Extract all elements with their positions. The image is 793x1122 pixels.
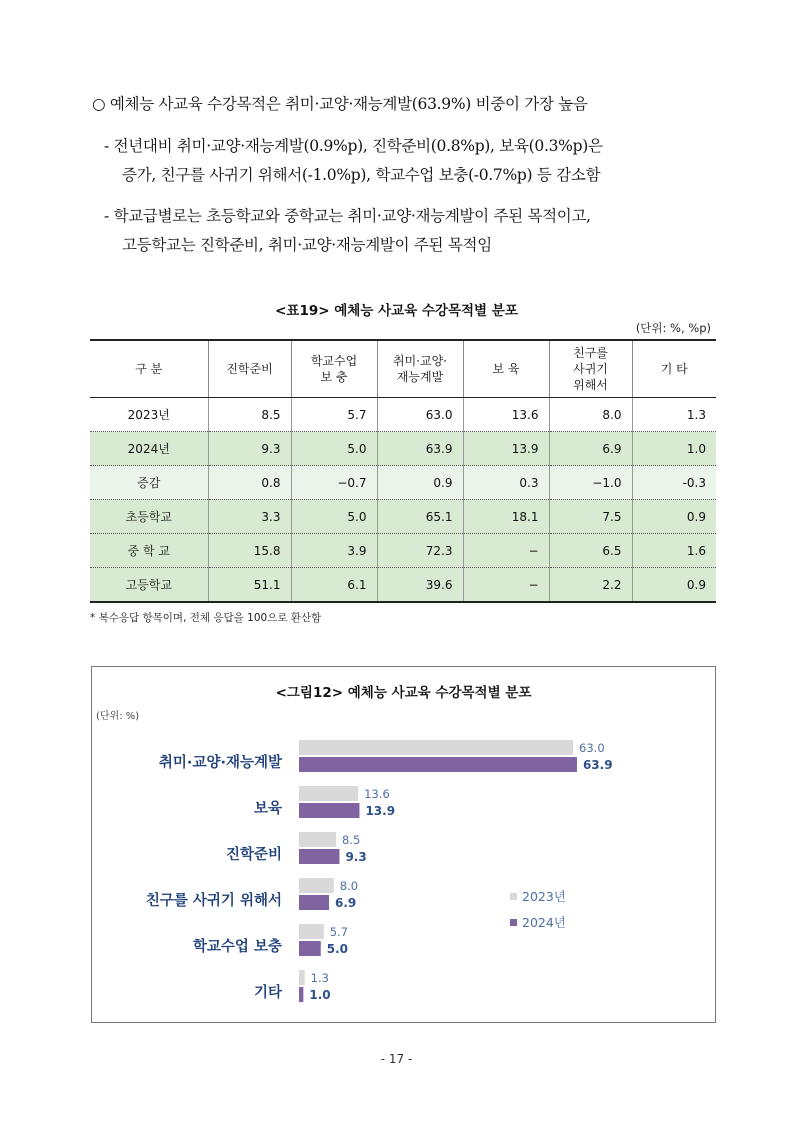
data-label: 63.9 (582, 758, 613, 772)
legend-label: 2024년 (522, 915, 566, 930)
table-cell: 0.9 (377, 466, 463, 500)
chart-title: <그림12> 예체능 사교육 수강목적별 분포 (275, 685, 532, 701)
table-cell: 2.2 (549, 568, 632, 603)
data-label: 5.7 (329, 925, 349, 939)
table-cell: 6.1 (291, 568, 377, 603)
table-cell: 1.6 (632, 534, 716, 568)
category-label: 보육 (253, 801, 282, 817)
table-cell: −0.7 (291, 466, 377, 500)
row-label: 증감 (90, 466, 208, 500)
table-cell: 6.5 (549, 534, 632, 568)
bar-2023년 (299, 832, 336, 847)
table-cell: − (463, 568, 549, 603)
table-cell: 3.3 (208, 500, 291, 534)
data-label: 13.6 (364, 787, 390, 801)
table-cell: 8.5 (208, 398, 291, 432)
data-label: 1.3 (310, 971, 329, 985)
paragraph-change-2: 증가, 친구를 사귀기 위해서(-1.0%p), 학교수업 보충(-0.7%p) 등 감소함 (122, 166, 601, 184)
data-label: 6.9 (335, 896, 357, 910)
data-label: 1.0 (309, 988, 331, 1002)
bar-2023년 (299, 786, 358, 801)
data-label: 9.3 (345, 850, 367, 864)
row-label: 고등학교 (90, 568, 208, 603)
table-cell: 8.0 (549, 398, 632, 432)
category-label: 기타 (253, 985, 282, 1001)
row-label: 2023년 (90, 398, 208, 432)
table-row (90, 398, 716, 432)
bar-2023년 (299, 924, 324, 939)
paragraph-change-1: - 전년대비 취미·교양·재능계발(0.9%p), 진학준비(0.8%p), 보육(0.3%p)은 (104, 137, 603, 155)
table-cell: 0.8 (208, 466, 291, 500)
legend-swatch (510, 919, 517, 926)
table-cell: -0.3 (632, 466, 716, 500)
table-header-cell: 구 분 (90, 340, 208, 398)
table-cell: 63.9 (377, 432, 463, 466)
chart-container (91, 666, 716, 1023)
paragraph-school-1: - 학교급별로는 초등학교와 중학교는 취미·교양·재능계발이 주된 목적이고, (104, 207, 591, 225)
table-cell: 1.3 (632, 398, 716, 432)
category-label: 학교수업 보충 (192, 939, 282, 955)
table-header-row (90, 340, 716, 398)
table-header-cell: 진학준비 (208, 340, 291, 398)
table-header-cell: 취미·교양· 재능계발 (377, 340, 463, 398)
data-label: 8.0 (339, 879, 359, 893)
table-note: * 복수응답 항목이며, 전체 응답을 100으로 환산함 (90, 612, 322, 624)
table-cell: 5.7 (291, 398, 377, 432)
data-label: 63.0 (579, 741, 605, 755)
table-cell: 63.0 (377, 398, 463, 432)
bar-chart (92, 667, 715, 1022)
table-header-cell: 기 타 (632, 340, 716, 398)
bar-2024년 (299, 987, 303, 1002)
table-cell: 5.0 (291, 432, 377, 466)
table-unit: (단위: %, %p) (635, 321, 711, 335)
table-row (90, 568, 716, 603)
table-cell: 13.9 (463, 432, 549, 466)
bar-2024년 (299, 803, 359, 818)
table-row (90, 432, 716, 466)
bar-2024년 (299, 849, 339, 864)
table-cell: − (463, 534, 549, 568)
data-label: 13.9 (365, 804, 396, 818)
legend-swatch (510, 893, 517, 900)
category-label: 친구를 사귀기 위해서 (145, 893, 282, 909)
category-label: 진학준비 (225, 847, 282, 863)
bar-2024년 (299, 757, 577, 772)
table-cell: 0.9 (632, 500, 716, 534)
bar-2023년 (299, 740, 573, 755)
data-table (90, 339, 716, 603)
table-header-cell: 보 육 (463, 340, 549, 398)
table-header-cell: 학교수업 보 충 (291, 340, 377, 398)
table-header-cell: 친구를 사귀기 위해서 (549, 340, 632, 398)
table-cell: 1.0 (632, 432, 716, 466)
table-cell: 0.9 (632, 568, 716, 603)
paragraph-school-2: 고등학교는 진학준비, 취미·교양·재능계발이 주된 목적임 (122, 236, 492, 254)
paragraph-main: ○ 예체능 사교육 수강목적은 취미·교양·재능계발(63.9%) 비중이 가장 높음 (92, 95, 588, 113)
bar-2023년 (299, 878, 334, 893)
table-cell: 72.3 (377, 534, 463, 568)
table-cell: 65.1 (377, 500, 463, 534)
page-number: - 17 - (380, 1052, 413, 1066)
data-label: 8.5 (341, 833, 361, 847)
table-cell: 6.9 (549, 432, 632, 466)
legend-label: 2023년 (522, 889, 566, 904)
table-cell: −1.0 (549, 466, 632, 500)
table-cell: 5.0 (291, 500, 377, 534)
data-label: 5.0 (326, 942, 349, 956)
table-cell: 0.3 (463, 466, 549, 500)
row-label: 중 학 교 (90, 534, 208, 568)
table-cell: 39.6 (377, 568, 463, 603)
table-cell: 15.8 (208, 534, 291, 568)
table-row (90, 466, 716, 500)
table-cell: 7.5 (549, 500, 632, 534)
row-label: 초등학교 (90, 500, 208, 534)
table-title: <표19> 예체능 사교육 수강목적별 분포 (275, 303, 518, 319)
table-cell: 51.1 (208, 568, 291, 603)
chart-unit: (단위: %) (96, 711, 140, 722)
category-label: 취미·교양·재능계발 (158, 755, 282, 771)
bar-2023년 (299, 970, 305, 985)
bar-2024년 (299, 941, 321, 956)
table-cell: 13.6 (463, 398, 549, 432)
table-row (90, 500, 716, 534)
bar-2024년 (299, 895, 329, 910)
table-cell: 18.1 (463, 500, 549, 534)
table-cell: 3.9 (291, 534, 377, 568)
table-row (90, 534, 716, 568)
table-cell: 9.3 (208, 432, 291, 466)
row-label: 2024년 (90, 432, 208, 466)
